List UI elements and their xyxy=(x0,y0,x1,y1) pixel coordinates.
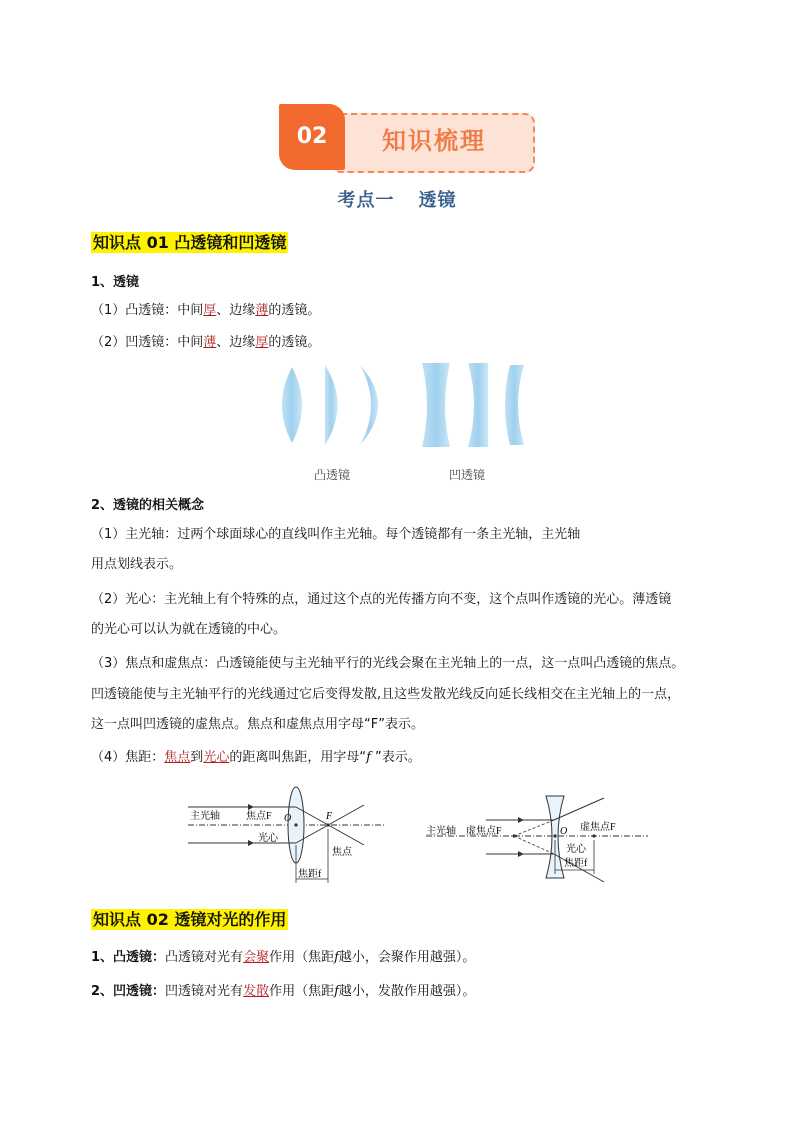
kp2-heading xyxy=(91,909,288,931)
optical-center-dot xyxy=(553,834,556,837)
label-axis: 主光轴 xyxy=(190,811,220,822)
badge-number-block xyxy=(279,104,345,170)
text: 的透镜。 xyxy=(268,303,321,318)
label-focal-length: 焦距f xyxy=(298,869,322,880)
answer-thin: 薄 xyxy=(255,303,269,318)
label-virtual-focus-right: 虚焦点F xyxy=(580,822,616,833)
text: 到 xyxy=(190,750,204,765)
kp2-heading-text: 知识点 02 透镜对光的作用 xyxy=(93,910,287,929)
text: 凹透镜对光有 xyxy=(165,984,244,999)
answer-thick: 厚 xyxy=(255,335,269,350)
label-F: F xyxy=(326,811,333,822)
caption-concave: 凹透镜 xyxy=(449,468,486,482)
concept-axis-line-1: （1）主光轴：过两个球面球心的直线叫作主光轴。每个透镜都有一条主光轴，主光轴 xyxy=(91,527,581,542)
section-title xyxy=(0,186,794,212)
meniscus-convex-lens xyxy=(360,365,378,445)
concept-axis-line-2: 用点划线表示。 xyxy=(91,557,183,572)
concept-center-line-2: 的光心可以认为就在透镜的中心。 xyxy=(91,622,287,637)
kp1-heading-text: 知识点 01 凸透镜和凹透镜 xyxy=(93,233,287,252)
answer-center: 光心 xyxy=(203,750,230,765)
biconvex-lens xyxy=(282,367,302,443)
plano-convex-lens xyxy=(325,365,338,445)
label-center: 光心 xyxy=(566,844,586,855)
label-focus-vertical: 焦点 xyxy=(332,847,352,858)
concept-focus-line-2: 凹透镜能使与主光轴平行的光线通过它后变得发散,且这些发散光线反向延长线相交在主光轴上的一点， xyxy=(91,687,681,702)
meniscus-concave-lens xyxy=(505,365,524,445)
concept-focus-line-1: （3）焦点和虚焦点：凸透镜能使与主光轴平行的光线会聚在主光轴上的一点，这一点叫凸透镜的焦点。 xyxy=(91,656,685,671)
concept-focus-line-3: 这一点叫凹透镜的虚焦点。焦点和虚焦点用字母“F”表示。 xyxy=(91,717,424,732)
section-label: 考点一 xyxy=(337,190,395,211)
text: 、边缘 xyxy=(216,335,256,350)
kp1-line-concave xyxy=(91,333,320,353)
symbol-f: f xyxy=(366,750,371,765)
text: 越小，发散作用越强）。 xyxy=(338,984,476,999)
label-virtual-focus-left: 虚焦点F xyxy=(466,826,502,837)
caption-convex: 凸透镜 xyxy=(314,468,351,482)
text: 、边缘 xyxy=(216,303,256,318)
virtual-focus-dot xyxy=(592,834,595,837)
label-O: O xyxy=(560,826,568,837)
lead: 2、凹透镜： xyxy=(91,984,166,999)
lens-illustration xyxy=(270,355,540,455)
text: 的距离叫焦距，用字母“ xyxy=(229,750,367,765)
text: 作用（焦距 xyxy=(269,950,335,965)
text: 越小，会聚作用越强）。 xyxy=(338,950,476,965)
label-O: O xyxy=(284,813,292,824)
label-focal-length: 焦距f xyxy=(564,858,588,869)
optical-center-dot xyxy=(294,823,297,826)
label-focus: 焦点F xyxy=(246,811,272,822)
lead: 1、凸透镜： xyxy=(91,950,166,965)
text: 凸透镜对光有 xyxy=(165,950,244,965)
kp1-heading xyxy=(91,232,288,254)
badge-number: 02 xyxy=(296,124,328,149)
answer-focus: 焦点 xyxy=(164,750,191,765)
text: 作用（焦距 xyxy=(269,984,335,999)
concept-focal-length xyxy=(91,748,421,768)
answer-converge: 会聚 xyxy=(243,950,270,965)
concept-center-line-1: （2）光心：主光轴上有个特殊的点，通过这个点的光传播方向不变，这个点叫作透镜的光心。薄透镜 xyxy=(91,592,672,607)
label-center: 光心 xyxy=(258,833,278,844)
kp1-subheading-2: 2、透镜的相关概念 xyxy=(91,498,205,513)
chapter-badge xyxy=(279,104,535,172)
arrow-icon xyxy=(518,851,524,857)
virtual-focus-dot xyxy=(512,834,515,837)
text: （1）凸透镜：中间 xyxy=(91,303,204,318)
label-axis: 主光轴 xyxy=(426,826,456,837)
convex-ray-diagram xyxy=(188,785,388,885)
symbol-f: f xyxy=(334,950,339,965)
text: 的透镜。 xyxy=(268,335,321,350)
badge-title: 知识梳理 xyxy=(382,127,486,155)
extension-line xyxy=(514,820,554,836)
answer-thick: 厚 xyxy=(203,303,217,318)
text: （4）焦距： xyxy=(91,750,165,765)
section-topic: 透镜 xyxy=(418,190,457,211)
concave-ray-diagram xyxy=(426,790,650,890)
text: ”表示。 xyxy=(370,750,421,765)
plano-concave-lens xyxy=(468,363,488,447)
answer-diverge: 发散 xyxy=(243,984,270,999)
arrow-icon xyxy=(248,804,254,810)
symbol-f: f xyxy=(334,984,339,999)
kp1-line-convex xyxy=(91,301,320,321)
extension-line xyxy=(514,836,554,854)
text: （2）凹透镜：中间 xyxy=(91,335,204,350)
kp2-line-concave xyxy=(91,982,475,1002)
kp2-line-convex xyxy=(91,948,475,968)
kp1-subheading-1: 1、透镜 xyxy=(91,275,140,290)
arrow-icon xyxy=(248,840,254,846)
biconcave-lens xyxy=(422,363,450,447)
arrow-icon xyxy=(518,817,524,823)
answer-thin: 薄 xyxy=(203,335,217,350)
focus-dot xyxy=(326,823,329,826)
